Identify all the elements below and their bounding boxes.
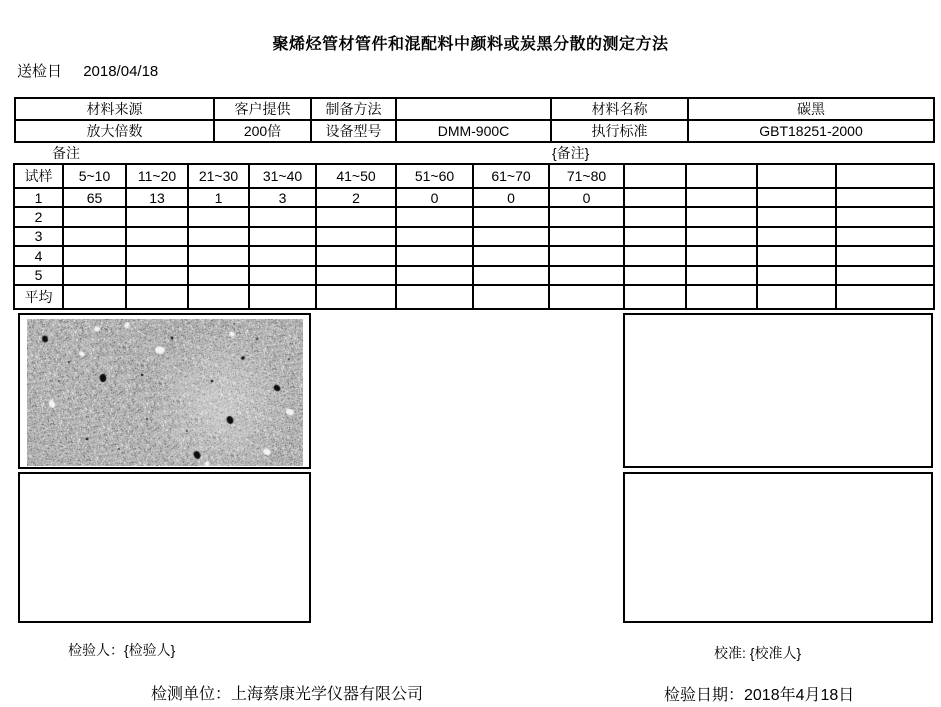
particle-count-cell (686, 227, 757, 246)
particle-count-cell (396, 227, 473, 246)
info-table-row (15, 120, 934, 142)
size-range-header-cell (836, 164, 934, 188)
remark-label: 备注 (52, 145, 80, 161)
particle-count-cell: 1 (188, 188, 249, 207)
particle-count-cell: 65 (63, 188, 126, 207)
size-range-header-cell: 51~60 (396, 164, 473, 188)
inspection-date-line: 检验日期：2018年4月18日 (664, 687, 855, 704)
particle-count-cell (836, 188, 934, 207)
sample-row-2 (14, 207, 934, 226)
magnification-label: 放大倍数 (15, 120, 214, 142)
particle-count-cell (126, 266, 188, 285)
particle-count-cell (126, 285, 188, 309)
sample-id-cell: 1 (14, 188, 63, 207)
particle-count-cell (316, 246, 396, 265)
particle-count-cell (836, 227, 934, 246)
sample-id-cell: 平均 (14, 285, 63, 309)
size-range-header-cell: 71~80 (549, 164, 624, 188)
particle-count-cell (316, 227, 396, 246)
particle-count-cell: 0 (396, 188, 473, 207)
particle-count-cell (836, 207, 934, 226)
micrograph-box (18, 313, 311, 469)
particle-count-cell (549, 207, 624, 226)
submission-date-line (17, 60, 158, 81)
particle-count-cell: 0 (549, 188, 624, 207)
particle-count-cell (126, 227, 188, 246)
particle-count-cell (686, 266, 757, 285)
particle-count-cell: 0 (473, 188, 549, 207)
particle-count-cell (126, 207, 188, 226)
particle-count-cell (316, 207, 396, 226)
size-range-header-cell: 41~50 (316, 164, 396, 188)
size-range-header-row (14, 164, 934, 188)
submission-date-label: 送检日 (17, 63, 63, 80)
particle-count-cell (757, 285, 836, 309)
particle-count-cell (396, 246, 473, 265)
particle-count-cell (757, 227, 836, 246)
particle-count-cell (396, 207, 473, 226)
particle-count-cell (686, 207, 757, 226)
particle-count-cell (624, 285, 686, 309)
sample-id-cell: 5 (14, 266, 63, 285)
particle-count-cell (549, 266, 624, 285)
prep-method-value (396, 98, 551, 120)
standard-label: 执行标准 (551, 120, 688, 142)
size-range-header-cell: 11~20 (126, 164, 188, 188)
particle-count-cell (757, 188, 836, 207)
particle-count-cell (757, 246, 836, 265)
particle-count-cell (188, 285, 249, 309)
particle-count-cell: 3 (249, 188, 316, 207)
size-range-header-cell: 31~40 (249, 164, 316, 188)
sample-row-3 (14, 227, 934, 246)
particle-count-cell (63, 207, 126, 226)
particle-count-cell (63, 246, 126, 265)
particle-count-cell (63, 285, 126, 309)
particle-count-cell (396, 266, 473, 285)
micrograph-image (27, 319, 303, 466)
material-name-label: 材料名称 (551, 98, 688, 120)
particle-count-cell (836, 266, 934, 285)
sample-id-cell: 4 (14, 246, 63, 265)
right-empty-image-box-bottom (623, 472, 933, 623)
particle-count-cell (624, 227, 686, 246)
particle-count-cell (473, 266, 549, 285)
particle-count-cell (836, 246, 934, 265)
particle-count-cell (473, 207, 549, 226)
material-source-label: 材料来源 (15, 98, 214, 120)
particle-count-cell (249, 285, 316, 309)
testing-organization-line: 检测单位：上海蔡康光学仪器有限公司 (151, 686, 424, 703)
particle-count-cell (549, 246, 624, 265)
particle-count-cell (396, 285, 473, 309)
particle-count-cell (63, 227, 126, 246)
particle-count-cell (624, 207, 686, 226)
particle-count-cell (473, 246, 549, 265)
particle-count-cell (63, 266, 126, 285)
size-range-header-cell (757, 164, 836, 188)
size-range-header-cell: 5~10 (63, 164, 126, 188)
size-range-header-cell: 61~70 (473, 164, 549, 188)
particle-count-cell (757, 266, 836, 285)
particle-count-cell: 2 (316, 188, 396, 207)
sample-id-cell: 2 (14, 207, 63, 226)
info-table (14, 97, 935, 143)
report-title: 聚烯烃管材管件和混配料中颜料或炭黑分散的测定方法 (272, 36, 669, 53)
particle-count-cell (624, 266, 686, 285)
particle-count-cell (549, 227, 624, 246)
prep-method-label: 制备方法 (311, 98, 396, 120)
particle-count-cell (624, 246, 686, 265)
particle-count-cell (249, 246, 316, 265)
particle-count-cell: 13 (126, 188, 188, 207)
sample-row-1 (14, 188, 934, 207)
size-range-header-cell: 试样 (14, 164, 63, 188)
sample-id-cell: 3 (14, 227, 63, 246)
particle-count-cell (473, 227, 549, 246)
standard-value: GBT18251-2000 (688, 120, 934, 142)
magnification-value: 200倍 (214, 120, 311, 142)
device-model-label: 设备型号 (311, 120, 396, 142)
particle-count-cell (686, 285, 757, 309)
calibrator-line: 校准: {校准人} (714, 645, 802, 661)
left-empty-image-box (18, 472, 311, 623)
size-range-header-cell: 21~30 (188, 164, 249, 188)
particle-count-cell (249, 266, 316, 285)
particle-count-cell (473, 285, 549, 309)
particle-count-cell (188, 246, 249, 265)
sample-row-5 (14, 266, 934, 285)
particle-count-cell (316, 285, 396, 309)
info-table-row (15, 98, 934, 120)
particle-count-cell (757, 207, 836, 226)
material-source-value: 客户提供 (214, 98, 311, 120)
size-range-header-cell (624, 164, 686, 188)
sample-row-4 (14, 246, 934, 265)
particle-count-cell (836, 285, 934, 309)
particle-count-cell (686, 246, 757, 265)
sample-row-平均 (14, 285, 934, 309)
particle-count-table (13, 163, 935, 310)
right-empty-image-box-top (623, 313, 933, 468)
particle-count-cell (188, 227, 249, 246)
particle-count-cell (126, 246, 188, 265)
particle-count-cell (686, 188, 757, 207)
inspector-line: 检验人：{检验人} (68, 642, 176, 658)
particle-count-cell (188, 207, 249, 226)
particle-count-cell (316, 266, 396, 285)
device-model-value: DMM-900C (396, 120, 551, 142)
material-name-value: 碳黑 (688, 98, 934, 120)
particle-count-cell (549, 285, 624, 309)
size-range-header-cell (686, 164, 757, 188)
particle-count-cell (624, 188, 686, 207)
remark-placeholder: {备注} (552, 145, 590, 161)
particle-count-cell (249, 227, 316, 246)
submission-date-value: 2018/04/18 (83, 63, 159, 80)
particle-count-cell (249, 207, 316, 226)
particle-count-cell (188, 266, 249, 285)
